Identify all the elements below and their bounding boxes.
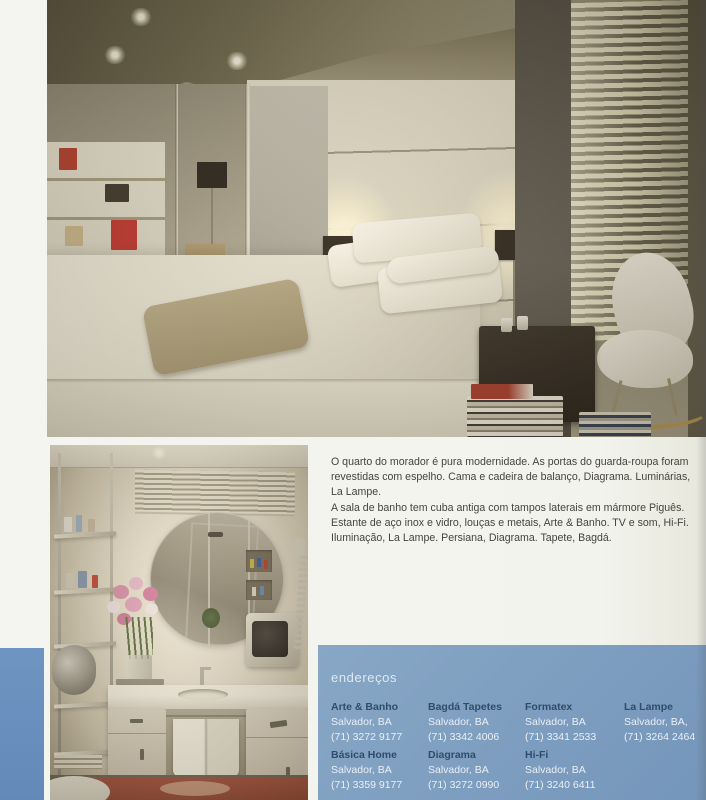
door-handle xyxy=(140,749,144,760)
addresses-box xyxy=(318,645,706,800)
hanging-towels xyxy=(173,719,239,777)
towel-recess xyxy=(166,709,246,779)
book xyxy=(65,226,83,246)
persian-rug xyxy=(82,777,308,800)
magazines xyxy=(54,755,102,769)
address-entry xyxy=(624,700,706,745)
flower xyxy=(129,577,143,590)
bottle xyxy=(252,587,256,596)
company-name: Diagrama xyxy=(428,749,476,761)
toiletry-bottle xyxy=(92,575,98,588)
article-text xyxy=(331,455,693,546)
toiletry-bottle xyxy=(76,515,82,532)
rocking-chair xyxy=(585,252,706,437)
company-city: Salvador, BA xyxy=(331,716,392,728)
candle-jar xyxy=(517,316,528,330)
flower xyxy=(125,597,142,612)
small-tv xyxy=(246,613,299,667)
company-phone: (71) 3272 9177 xyxy=(331,731,403,743)
flower xyxy=(145,603,158,615)
faucet xyxy=(200,667,204,685)
paragraph-bathroom: A sala de banho tem cuba antiga com tampos laterais em mármore Piguês. Estante de aço inox e vidro, louças e metais, Arte & Banho. TV e som, Hi-Fi. Iluminação, La Lampe. Persiana, Diagrama. Tapete, Bagdá. xyxy=(331,501,689,545)
drawer-line xyxy=(246,737,308,738)
company-name: La Lampe xyxy=(624,701,674,713)
shower-niche xyxy=(246,550,272,572)
phone-cord xyxy=(294,553,308,649)
address-entry xyxy=(331,700,428,745)
address-entry xyxy=(525,748,624,793)
company-name: Hi-Fi xyxy=(525,749,549,761)
toiletry-bottle xyxy=(64,517,72,532)
towel-rail xyxy=(166,715,246,717)
bathroom-photo xyxy=(50,445,308,800)
bottle xyxy=(250,559,254,568)
company-name: Formatex xyxy=(525,701,573,713)
bottle xyxy=(257,558,261,567)
company-city: Salvador, BA, xyxy=(624,716,688,728)
book xyxy=(59,148,77,170)
metal-drum xyxy=(52,645,96,695)
flower xyxy=(113,585,129,599)
book xyxy=(105,184,129,202)
flower xyxy=(143,587,158,601)
shower-niche xyxy=(246,580,272,600)
company-name: Arte & Banho xyxy=(331,701,399,713)
toiletry-bottle xyxy=(88,519,95,532)
company-phone: (71) 3240 6411 xyxy=(525,779,596,791)
flower-stems xyxy=(125,617,153,659)
plant-reflection xyxy=(202,608,220,628)
glass-shelf xyxy=(54,531,116,538)
drawer-line xyxy=(108,733,166,734)
company-phone: (71) 3341 2533 xyxy=(525,731,597,743)
address-entry xyxy=(331,748,428,793)
chair-seat xyxy=(597,330,693,388)
drawer-handle xyxy=(270,720,288,728)
tv-screen xyxy=(252,621,288,657)
drawer-handle xyxy=(130,719,143,723)
flower xyxy=(107,601,120,613)
company-city: Salvador, BA xyxy=(525,716,586,728)
company-city: Salvador, BA xyxy=(331,764,392,776)
ceiling-light xyxy=(150,447,168,459)
addresses-title: endereços xyxy=(331,670,398,685)
magazine-stack xyxy=(467,396,563,437)
company-phone: (71) 3272 0990 xyxy=(428,779,500,791)
book xyxy=(111,220,137,250)
bottle xyxy=(260,586,264,595)
magazine-cover xyxy=(471,384,533,399)
candle-jar xyxy=(501,318,512,332)
bed-skirt xyxy=(47,379,480,437)
antique-basin xyxy=(178,689,228,700)
showerhead-reflection xyxy=(208,532,223,537)
window-blind xyxy=(135,470,295,517)
company-phone: (71) 3342 4006 xyxy=(428,731,500,743)
bedroom-photo xyxy=(47,0,706,437)
wall-lamp-reflection xyxy=(197,162,227,188)
shelf-rail xyxy=(58,453,61,775)
glass-vase xyxy=(126,655,152,681)
toiletry-bottle xyxy=(66,573,73,588)
magazine-stack xyxy=(579,412,651,437)
paragraph-bedroom: O quarto do morador é pura modernidade. As portas do guarda-roupa foram revestidas com espelho. Cama e cadeira de balanço, Diagrama. Luminárias, La Lampe. xyxy=(331,456,691,499)
toiletry-bottle xyxy=(78,571,87,588)
glass-shelf xyxy=(54,701,116,708)
rug-medallion xyxy=(160,781,230,796)
company-name: Básica Home xyxy=(331,749,397,761)
company-city: Salvador, BA xyxy=(525,764,586,776)
ceiling-spotlight xyxy=(225,52,249,70)
bottle xyxy=(264,560,268,569)
company-city: Salvador, BA xyxy=(428,764,489,776)
address-entry xyxy=(525,700,624,745)
ceiling-spotlight xyxy=(129,8,153,26)
ceiling-spotlight xyxy=(103,46,127,64)
addresses-grid xyxy=(331,700,706,796)
company-city: Salvador, BA xyxy=(428,716,489,728)
company-phone: (71) 3264 2464 xyxy=(624,731,696,743)
address-entry xyxy=(428,748,525,793)
left-blue-strip xyxy=(0,648,44,800)
company-name: Bagdá Tapetes xyxy=(428,701,502,713)
address-entry xyxy=(428,700,525,745)
company-phone: (71) 3359 9177 xyxy=(331,779,403,791)
